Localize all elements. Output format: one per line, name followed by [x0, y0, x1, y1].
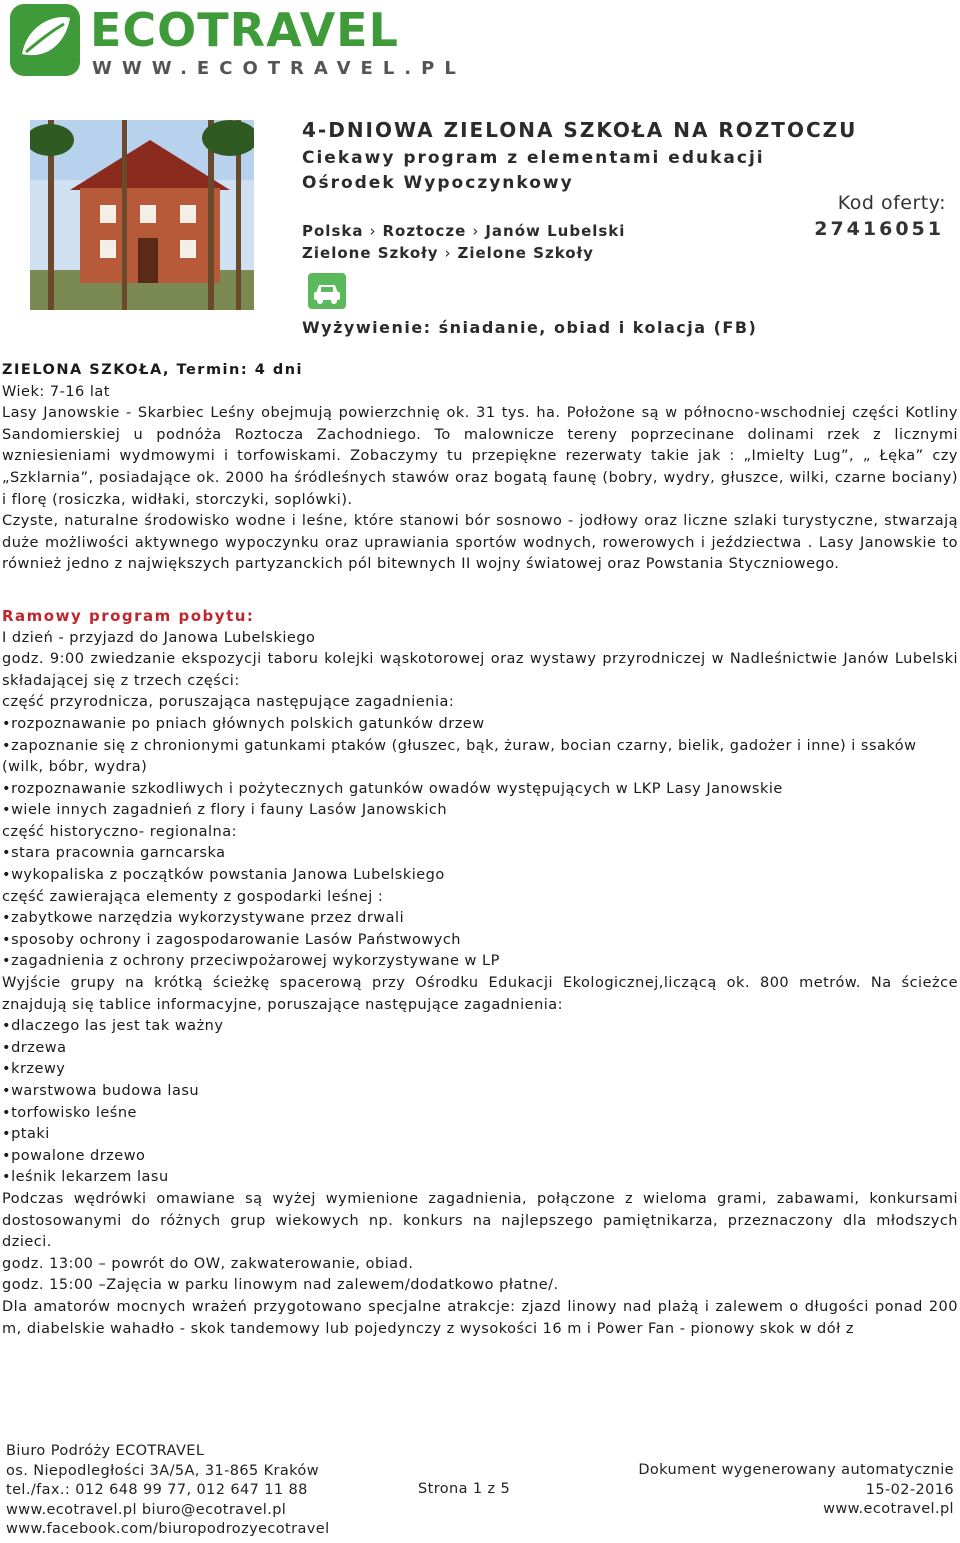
- paragraph: Podczas wędrówki omawiane są wyżej wymienione zagadnienia, połączone z wieloma grami, zabawami, konkursami dostosowanymi do różnych grup wiekowych np. konkurs na najlepszego pamiętnikarza, przeznaczony dla młodszych dzieci.: [2, 1190, 958, 1251]
- breadcrumb-category: [302, 244, 594, 262]
- list-item: • krzewy: [2, 1059, 958, 1081]
- section-title: część historyczno- regionalna:: [2, 823, 237, 840]
- offer-subtitle: Ciekawy program z elementami edukacji: [302, 148, 765, 168]
- footer-phone: tel./fax.: 012 648 99 77, 012 647 11 88: [6, 1482, 308, 1499]
- day-title: I dzień - przyjazd do Janowa Lubelskiego: [2, 629, 316, 646]
- offer-code-value: 27416051: [814, 218, 944, 240]
- list-item: • zabytkowe narzędzia wykorzystywane przez drwali: [2, 908, 958, 930]
- paragraph: Czyste, naturalne środowisko wodne i leśne, które stanowi bór sosnowo - jodłowy oraz liczne szlaki turystyczne, stwarzają duże możliwości aktywnego wypoczynku oraz uprawiania sportów wodnych, rowerowych i jeździectwa . Lasy Janowskie to również jedno z największych partyzanckich pól bitewnych II wojny światowej oraz Powstania Styczniowego.: [2, 513, 958, 573]
- footer-facebook[interactable]: www.facebook.com/biuropodrozyecotravel: [6, 1521, 330, 1538]
- intro-title: ZIELONA SZKOŁA, Termin: 4 dni: [2, 362, 304, 378]
- schedule-line: godz. 15:00 –Zajęcia w parku linowym nad zalewem/dodatkowo płatne/.: [2, 1277, 559, 1294]
- list-item: • rozpoznawanie po pniach głównych polskich gatunków drzew: [2, 714, 958, 736]
- list-item: • powalone drzewo: [2, 1146, 958, 1168]
- logo-name: ECOTRAVEL: [90, 3, 399, 57]
- list-item: • rozpoznawanie szkodliwych i pożytecznych gatunków owadów występujących w LKP Lasy Janowskie: [2, 779, 958, 801]
- ecotravel-logo: [8, 2, 468, 80]
- breadcrumb-separator: ›: [444, 244, 452, 262]
- paragraph: Wyjście grupy na krótką ścieżkę spacerową przy Ośrodku Edukacji Ekologicznej,liczącą ok. 800 metrów. Na ścieżce znajdują się tablice informacyjne, poruszające następujące zagadnienia:: [2, 975, 958, 1013]
- logo-url: WWW.ECOTRAVEL.PL: [92, 58, 466, 79]
- section-title: część zawierająca elementy z gospodarki leśnej :: [2, 888, 384, 905]
- footer-website[interactable]: www.ecotravel.pl: [823, 1501, 954, 1518]
- footer-company: Biuro Podróży ECOTRAVEL: [6, 1443, 205, 1459]
- paragraph: Dla amatorów mocnych wrażeń przygotowano specjalne atrakcje: zjazd linowy nad plażą i zalewem o długości ponad 200 m, diabelskie wahadło - skok tandemowy lub pojedynczy z wysokości 16 m i Power Fan - pionowy skok w dół z: [2, 1298, 958, 1337]
- list-item: • ptaki: [2, 1124, 958, 1146]
- footer-generated: Dokument wygenerowany automatycznie: [638, 1462, 954, 1478]
- breadcrumb-item[interactable]: Polska: [302, 222, 364, 240]
- list-item: • wykopaliska z początków powstania Janowa Lubelskiego: [2, 865, 958, 887]
- list-item: • stara pracownia garncarska: [2, 843, 958, 865]
- list-item: • warstwowa budowa lasu: [2, 1081, 958, 1103]
- list-item: • sposoby ochrony i zagospodarowanie Lasów Państwowych: [2, 930, 958, 952]
- schedule-line: godz. 9:00 zwiedzanie ekspozycji taboru kolejki wąskotorowej oraz wystawy przyrodniczej w Nadleśnictwie Janów Lubelski składającej się z trzech części:: [2, 651, 958, 689]
- car-icon: [308, 273, 346, 309]
- footer-meta: [638, 1461, 954, 1520]
- footer-address: os. Niepodległości 3A/5A, 31-865 Kraków: [6, 1462, 319, 1479]
- footer-date: 15-02-2016: [865, 1481, 954, 1498]
- list-item: • drzewa: [2, 1038, 958, 1060]
- list-item: • zapoznanie się z chronionymi gatunkami ptaków (głuszec, bąk, żuraw, bocian czarny, bielik, gadożer i inne) i ssaków (wilk, bóbr, wydra): [2, 736, 958, 779]
- breadcrumb-separator: ›: [369, 222, 377, 240]
- list-item: • leśnik lekarzem lasu: [2, 1167, 958, 1189]
- section-title: część przyrodnicza, poruszająca następujące zagadnienia:: [2, 694, 455, 711]
- breadcrumb-location: [302, 222, 625, 240]
- breadcrumb-item[interactable]: Janów Lubelski: [485, 222, 626, 240]
- paragraph: Lasy Janowskie - Skarbiec Leśny obejmują powierzchnię ok. 31 tys. ha. Położone są w północno-wschodniej części Kotliny Sandomierskiej u podnóża Roztocza Zachodniego. To malownicze tereny poprzecinane dolinami rzek z licznymi wzniesieniami wydmowymi i torfowiskami. Zobaczymy tu przepiękne rezerwaty takie jak : „Imielty Lug”, „ Łęka” czy „Szklarnia”, posiadające ok. 2000 ha śródleśnych stawów oraz bogatą faunę (bobry, wydry, głuszce, wilki, czarne bociany) i florę (rosiczka, widłaki, storczyki, soplówki).: [2, 405, 958, 508]
- meal-plan: Wyżywienie: śniadanie, obiad i kolacja (FB): [302, 318, 758, 337]
- list-item: • zagadnienia z ochrony przeciwpożarowej wykorzystywane w LP: [2, 951, 958, 973]
- breadcrumb-item[interactable]: Roztocze: [382, 222, 467, 240]
- breadcrumb-item[interactable]: Zielone Szkoły: [302, 244, 439, 262]
- page-number: Strona 1 z 5: [418, 1481, 511, 1497]
- footer-contact: [6, 1442, 330, 1540]
- list-item: • dlaczego las jest tak ważny: [2, 1016, 958, 1038]
- offer-code-label: Kod oferty:: [837, 192, 946, 214]
- offer-category: Ośrodek Wypoczynkowy: [302, 173, 574, 193]
- offer-photo: [30, 120, 254, 310]
- offer-description: [2, 360, 958, 1340]
- offer-title: 4-DNIOWA ZIELONA SZKOŁA NA ROZTOCZU: [302, 118, 858, 142]
- list-item: • wiele innych zagadnień z flory i fauny Lasów Janowskich: [2, 800, 958, 822]
- footer-web-email[interactable]: www.ecotravel.pl biuro@ecotravel.pl: [6, 1501, 287, 1518]
- age-range: Wiek: 7-16 lat: [2, 383, 110, 400]
- schedule-line: godz. 13:00 – powrót do OW, zakwaterowanie, obiad.: [2, 1255, 414, 1272]
- breadcrumb-separator: ›: [472, 222, 480, 240]
- breadcrumb-item[interactable]: Zielone Szkoły: [457, 244, 594, 262]
- list-item: • torfowisko leśne: [2, 1103, 958, 1125]
- program-title: Ramowy program pobytu:: [2, 606, 255, 625]
